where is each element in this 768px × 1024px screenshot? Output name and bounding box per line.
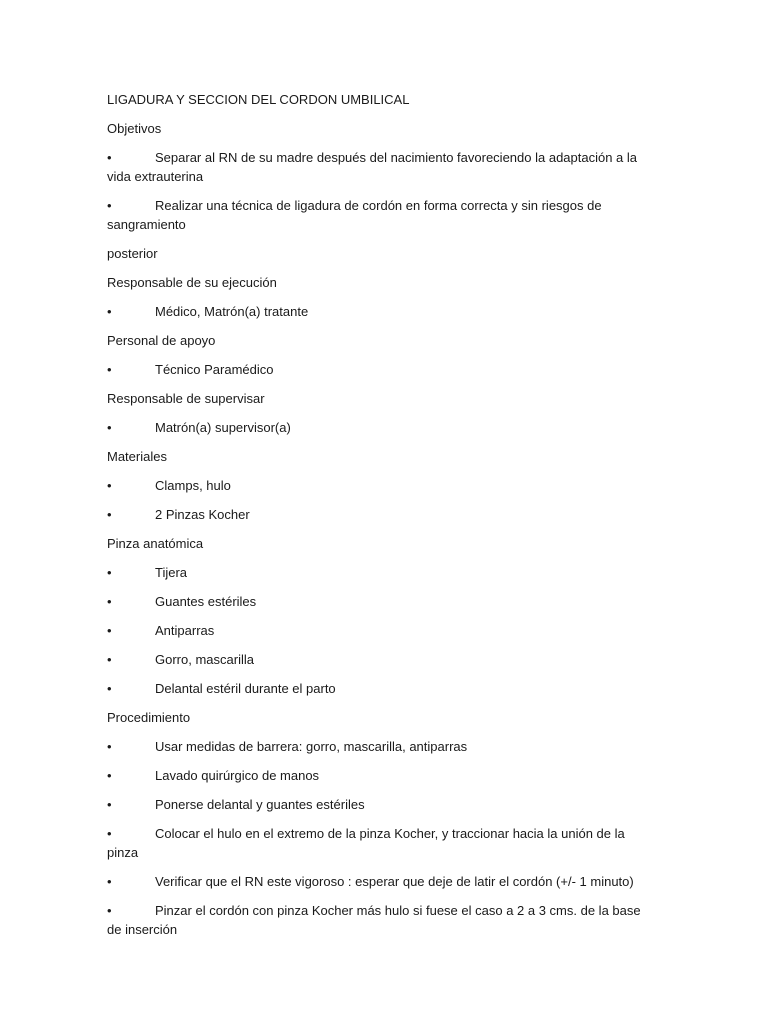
bullet-icon: •	[107, 507, 112, 522]
section-heading: posterior	[107, 246, 158, 261]
section-heading: Materiales	[107, 449, 167, 464]
bullet-icon: •	[107, 478, 112, 493]
bullet-item	[107, 360, 652, 379]
bullet-text: Delantal estéril durante el parto	[155, 681, 336, 696]
section-heading: Responsable de su ejecución	[107, 275, 277, 290]
bullet-item	[107, 621, 652, 640]
document-title: LIGADURA Y SECCION DEL CORDON UMBILICAL	[107, 92, 410, 107]
bullet-text: Ponerse delantal y guantes estériles	[155, 797, 365, 812]
bullet-text: 2 Pinzas Kocher	[155, 507, 250, 522]
bullet-text: Colocar el hulo en el extremo de la pinza Kocher, y traccionar hacia la unión de la pinza	[107, 826, 625, 860]
bullet-item	[107, 795, 652, 814]
bullet-item	[107, 824, 652, 862]
bullet-item	[107, 901, 652, 939]
bullet-icon: •	[107, 874, 112, 889]
bullet-text: Realizar una técnica de ligadura de cordón en forma correcta y sin riesgos de sangramiento	[107, 198, 602, 232]
bullet-icon: •	[107, 362, 112, 377]
bullet-icon: •	[107, 739, 112, 754]
section-heading: Objetivos	[107, 121, 162, 136]
bullet-icon: •	[107, 681, 112, 696]
bullet-text: Matrón(a) supervisor(a)	[155, 420, 291, 435]
bullet-text: Técnico Paramédico	[155, 362, 274, 377]
bullet-item	[107, 872, 652, 891]
bullet-icon: •	[107, 768, 112, 783]
bullet-icon: •	[107, 198, 112, 213]
bullet-item	[107, 505, 652, 524]
bullet-icon: •	[107, 623, 112, 638]
bullet-text: Separar al RN de su madre después del nacimiento favoreciendo la adaptación a la vida extrauterina	[107, 150, 638, 184]
bullet-icon: •	[107, 652, 112, 667]
bullet-text: Lavado quirúrgico de manos	[155, 768, 320, 783]
bullet-item	[107, 148, 652, 186]
bullet-text: Pinzar el cordón con pinza Kocher más hulo si fuese el caso a 2 a 3 cms. de la base de inserción	[107, 903, 641, 937]
bullet-item	[107, 418, 652, 437]
section-heading: Responsable de supervisar	[107, 391, 265, 406]
document-content	[107, 90, 652, 949]
bullet-item	[107, 650, 652, 669]
bullet-item	[107, 737, 652, 756]
document-body	[107, 119, 652, 939]
bullet-text: Médico, Matrón(a) tratante	[155, 304, 309, 319]
bullet-text: Usar medidas de barrera: gorro, mascarilla, antiparras	[155, 739, 468, 754]
bullet-item	[107, 766, 652, 785]
section-heading: Pinza anatómica	[107, 536, 204, 551]
bullet-item	[107, 476, 652, 495]
bullet-text: Gorro, mascarilla	[155, 652, 254, 667]
bullet-item	[107, 302, 652, 321]
bullet-item	[107, 563, 652, 582]
bullet-text: Tijera	[155, 565, 188, 580]
bullet-icon: •	[107, 150, 112, 165]
bullet-icon: •	[107, 826, 112, 841]
bullet-item	[107, 196, 652, 234]
section-heading: Personal de apoyo	[107, 333, 216, 348]
bullet-icon: •	[107, 565, 112, 580]
bullet-text: Verificar que el RN este vigoroso : esperar que deje de latir el cordón (+/- 1 minuto)	[155, 874, 634, 889]
bullet-item	[107, 592, 652, 611]
bullet-text: Antiparras	[155, 623, 215, 638]
bullet-text: Guantes estériles	[155, 594, 257, 609]
bullet-icon: •	[107, 594, 112, 609]
bullet-item	[107, 679, 652, 698]
bullet-text: Clamps, hulo	[155, 478, 231, 493]
bullet-icon: •	[107, 420, 112, 435]
bullet-icon: •	[107, 797, 112, 812]
section-heading: Procedimiento	[107, 710, 191, 725]
bullet-icon: •	[107, 304, 112, 319]
bullet-icon: •	[107, 903, 112, 918]
